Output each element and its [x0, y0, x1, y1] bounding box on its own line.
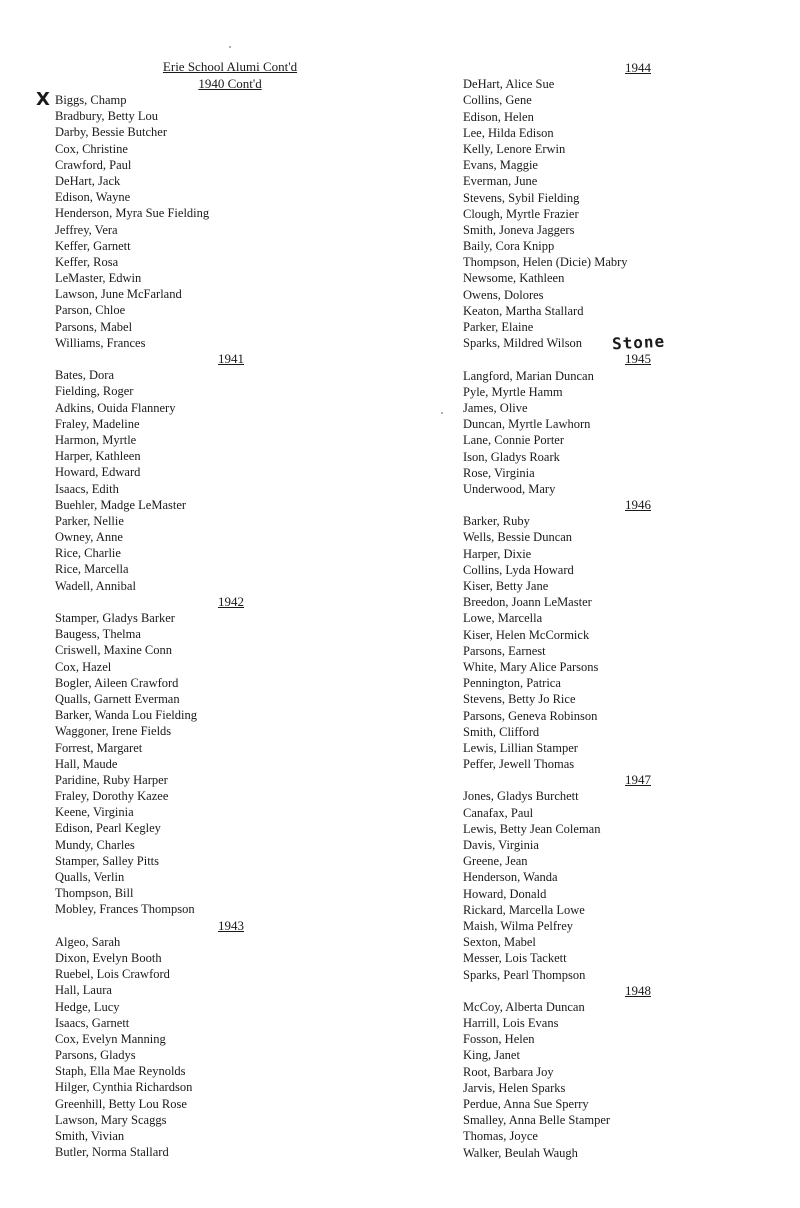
alumni-name: Greenhill, Betty Lou Rose — [55, 1096, 187, 1111]
alumni-name: Everman, June — [463, 174, 538, 189]
alumni-name: Keffer, Rosa — [55, 254, 119, 269]
year-section — [55, 92, 415, 351]
alumni-name: Parsons, Mabel — [55, 319, 133, 334]
alumni-name: Parker, Elaine — [463, 320, 534, 334]
alumni-name: Bates, Dora — [55, 368, 115, 383]
alumni-name: Thomas, Joyce — [463, 1129, 538, 1144]
alumni-name: White, Mary Alice Parsons — [463, 659, 599, 674]
alumni-name: Newsome, Kathleen — [463, 271, 565, 286]
alumni-name: Howard, Donald — [463, 886, 547, 901]
right-column — [463, 60, 763, 1161]
alumni-name: Henderson, Wanda — [463, 870, 558, 885]
alumni-name: Keene, Virginia — [55, 805, 134, 820]
alumni-name: Duncan, Myrtle Lawhorn — [463, 417, 591, 432]
alumni-name: Root, Barbara Joy — [463, 1064, 554, 1079]
alumni-name: Peffer, Jewell Thomas — [463, 757, 575, 772]
year-section — [463, 497, 763, 772]
alumni-name: Underwood, Mary — [463, 481, 556, 496]
alumni-name: Parsons, Geneva Robinson — [463, 708, 598, 723]
alumni-name: Adkins, Ouida Flannery — [55, 400, 176, 415]
alumni-name: Parker, Nellie — [55, 513, 124, 528]
alumni-name: Fosson, Helen — [463, 1032, 535, 1047]
alumni-name: Walker, Beulah Waugh — [463, 1145, 578, 1160]
alumni-name: Thompson, Bill — [55, 886, 134, 901]
alumni-name: Thompson, Helen (Dicie) Mabry — [463, 255, 628, 270]
alumni-name: Greene, Jean — [463, 854, 528, 869]
alumni-name: Smith, Clifford — [463, 724, 540, 739]
alumni-name: Owney, Anne — [55, 530, 123, 545]
alumni-name: Wells, Bessie Duncan — [463, 530, 573, 545]
alumni-name: Keaton, Martha Stallard — [463, 303, 584, 318]
alumni-name: Kiser, Helen McCormick — [463, 627, 590, 642]
year-heading: 1946 — [625, 497, 651, 513]
alumni-name: Owens, Dolores — [463, 287, 544, 302]
alumni-name: Fraley, Madeline — [55, 416, 140, 431]
alumni-name: Evans, Maggie — [463, 158, 538, 173]
alumni-name: Smith, Vivian — [55, 1129, 125, 1143]
alumni-name: Collins, Lyda Howard — [463, 562, 574, 577]
alumni-name: Parson, Chloe — [55, 303, 126, 318]
alumni-name: Hall, Maude — [55, 756, 118, 771]
alumni-name: Mundy, Charles — [55, 837, 135, 852]
alumni-name: Sexton, Mabel — [463, 935, 536, 950]
alumni-name: Edison, Helen — [463, 109, 534, 124]
alumni-name: Biggs, Champ — [55, 93, 127, 107]
alumni-name: Bradbury, Betty Lou — [55, 109, 158, 124]
paper-speck — [229, 46, 231, 48]
alumni-name: Baily, Cora Knipp — [463, 239, 555, 254]
alumni-name: Baugess, Thelma — [55, 627, 141, 642]
alumni-name: Breedon, Joann LeMaster — [463, 595, 592, 610]
alumni-name: Darby, Bessie Butcher — [55, 125, 168, 140]
year-section — [55, 351, 415, 594]
alumni-name: Forrest, Margaret — [55, 740, 143, 755]
year-section — [463, 351, 763, 497]
alumni-name: Qualls, Garnett Everman — [55, 691, 180, 706]
alumni-name: Clough, Myrtle Frazier — [463, 206, 579, 221]
alumni-name: Ruebel, Lois Crawford — [55, 967, 170, 982]
alumni-name: Howard, Edward — [55, 465, 141, 480]
alumni-name: DeHart, Jack — [55, 173, 121, 188]
alumni-name: Lowe, Marcella — [463, 611, 543, 626]
alumni-name: Ison, Gladys Roark — [463, 449, 560, 464]
alumni-name: Bogler, Aileen Crawford — [55, 675, 179, 690]
alumni-name: Jarvis, Helen Sparks — [463, 1080, 566, 1095]
alumni-name: James, Olive — [463, 400, 528, 415]
year-section — [55, 918, 415, 1161]
alumni-name: Lane, Connie Porter — [463, 433, 565, 448]
year-section — [463, 60, 763, 351]
alumni-name: Stevens, Betty Jo Rice — [463, 692, 576, 707]
alumni-name: Fraley, Dorothy Kazee — [55, 789, 169, 804]
year-heading: 1947 — [625, 772, 651, 788]
alumni-name: Rice, Marcella — [55, 562, 129, 577]
paper-speck — [441, 412, 443, 414]
year-heading: 1944 — [625, 60, 651, 75]
alumni-name: Canafax, Paul — [463, 805, 534, 820]
alumni-name: Smith, Joneva Jaggers — [463, 222, 575, 237]
alumni-name: Staph, Ella Mae Reynolds — [55, 1064, 186, 1079]
alumni-name: Rice, Charlie — [55, 546, 121, 561]
alumni-name: Edison, Wayne — [55, 190, 131, 205]
alumni-name: Cox, Evelyn Manning — [55, 1031, 166, 1046]
alumni-name: Rickard, Marcella Lowe — [463, 902, 585, 917]
page-subtitle: 1940 Cont'd — [198, 76, 262, 91]
alumni-name: Kelly, Lenore Erwin — [463, 141, 566, 156]
year-section — [463, 983, 763, 1161]
year-heading: 1941 — [218, 351, 244, 366]
alumni-name: McCoy, Alberta Duncan — [463, 999, 585, 1014]
alumni-name: DeHart, Alice Sue — [463, 77, 555, 92]
alumni-name: Barker, Wanda Lou Fielding — [55, 708, 197, 723]
page-title: Erie School Alumi Cont'd — [162, 59, 298, 74]
alumni-name: Jeffrey, Vera — [55, 222, 118, 237]
alumni-name: Isaacs, Edith — [55, 481, 119, 496]
alumni-name: Lewis, Lillian Stamper — [463, 740, 578, 755]
alumni-name: Crawford, Paul — [55, 157, 132, 172]
alumni-name: Fielding, Roger — [55, 384, 134, 399]
alumni-name: Williams, Frances — [55, 335, 146, 350]
year-heading: 1948 — [625, 982, 651, 998]
alumni-name: Paridine, Ruby Harper — [55, 772, 168, 787]
alumni-name: Perdue, Anna Sue Sperry — [463, 1097, 589, 1111]
handwritten-note: Stone — [611, 331, 666, 354]
alumni-name: Harper, Dixie — [463, 546, 532, 561]
handwritten-x-mark: X — [36, 89, 50, 110]
alumni-name: Waggoner, Irene Fields — [55, 724, 172, 739]
alumni-name: Criswell, Maxine Conn — [55, 643, 173, 658]
alumni-name: Pyle, Myrtle Hamm — [463, 384, 563, 399]
alumni-name: Stevens, Sybil Fielding — [463, 190, 580, 205]
alumni-name: Parsons, Gladys — [55, 1048, 136, 1063]
alumni-name: Kiser, Betty Jane — [463, 579, 549, 593]
year-heading: 1943 — [218, 917, 244, 933]
alumni-name: Stamper, Salley Pitts — [55, 853, 160, 868]
alumni-name: Cox, Hazel — [55, 659, 112, 674]
alumni-name: Sparks, Mildred Wilson — [463, 336, 583, 351]
alumni-name: Cox, Christine — [55, 141, 128, 156]
alumni-name: Qualls, Verlin — [55, 870, 125, 884]
alumni-name: Jones, Gladys Burchett — [463, 789, 579, 804]
alumni-name: Parsons, Earnest — [463, 643, 546, 658]
alumni-name: Harrill, Lois Evans — [463, 1016, 559, 1031]
alumni-name: Butler, Norma Stallard — [55, 1145, 169, 1160]
alumni-name: Harmon, Myrtle — [55, 432, 137, 447]
alumni-name: Hall, Laura — [55, 983, 112, 998]
alumni-name: Wadell, Annibal — [55, 578, 136, 593]
alumni-name: Dixon, Evelyn Booth — [55, 950, 162, 965]
left-column — [55, 92, 415, 1160]
alumni-name: Algeo, Sarah — [55, 934, 121, 949]
alumni-name: Smalley, Anna Belle Stamper — [463, 1113, 611, 1128]
alumni-name: Edison, Pearl Kegley — [55, 821, 161, 836]
alumni-name: Hilger, Cynthia Richardson — [55, 1080, 193, 1095]
alumni-name: Langford, Marian Duncan — [463, 368, 594, 383]
alumni-name: Davis, Virginia — [463, 838, 539, 852]
alumni-name: Sparks, Pearl Thompson — [463, 967, 586, 982]
year-heading: 1945 — [625, 351, 651, 367]
alumni-name: Mobley, Frances Thompson — [55, 902, 195, 917]
year-section — [463, 772, 763, 982]
alumni-name: Lewis, Betty Jean Coleman — [463, 821, 601, 836]
alumni-name: Isaacs, Garnett — [55, 1015, 130, 1030]
alumni-name: Collins, Gene — [463, 93, 532, 108]
alumni-name: Buehler, Madge LeMaster — [55, 497, 187, 512]
alumni-name: Lawson, June McFarland — [55, 287, 182, 302]
alumni-name: King, Janet — [463, 1048, 520, 1063]
alumni-name: Rose, Virginia — [463, 465, 535, 480]
alumni-name: Henderson, Myra Sue Fielding — [55, 206, 210, 221]
alumni-name: Maish, Wilma Pelfrey — [463, 918, 574, 933]
alumni-name: Stamper, Gladys Barker — [55, 611, 175, 625]
alumni-name: Hedge, Lucy — [55, 999, 120, 1014]
year-heading: 1942 — [218, 593, 244, 609]
alumni-name: Lee, Hilda Edison — [463, 125, 554, 140]
alumni-name: Harper, Kathleen — [55, 449, 141, 464]
alumni-name: Messer, Lois Tackett — [463, 951, 567, 966]
alumni-name: Lawson, Mary Scaggs — [55, 1112, 167, 1127]
alumni-name: Keffer, Garnett — [55, 238, 131, 253]
year-section — [55, 594, 415, 918]
alumni-name: LeMaster, Edwin — [55, 271, 142, 286]
alumni-name: Barker, Ruby — [463, 514, 530, 529]
alumni-name: Pennington, Patrica — [463, 676, 561, 691]
